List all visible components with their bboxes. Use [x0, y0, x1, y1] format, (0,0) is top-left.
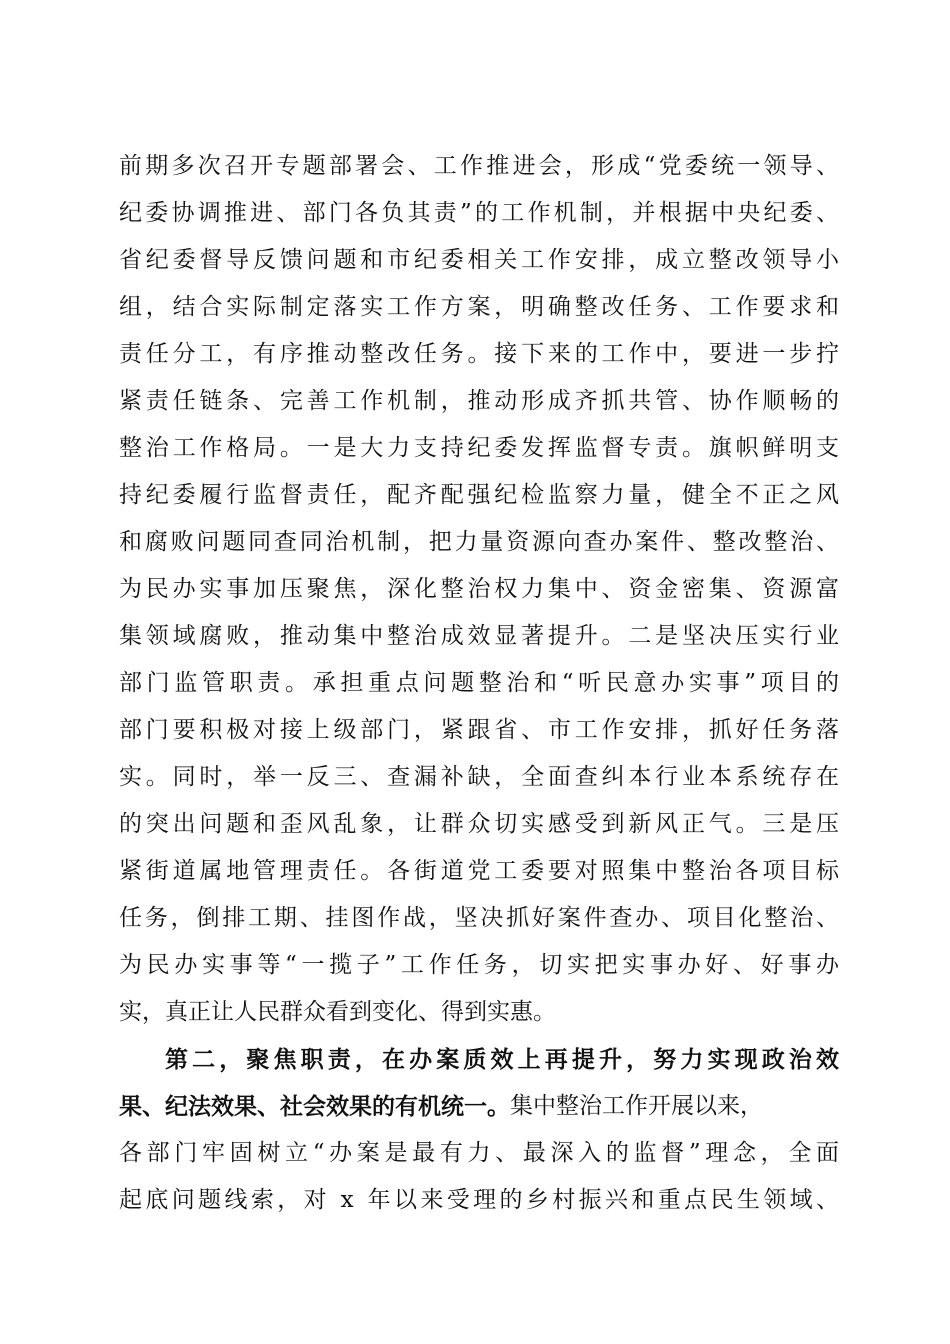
text-line: [119, 848, 843, 895]
text-line: [119, 1177, 843, 1224]
text-line: [119, 472, 843, 519]
line-text: 实。同时，举一反三、查漏补缺，全面查纠本行业本系统存在: [119, 764, 843, 790]
line-text: 紧责任链条、完善工作机制，推动形成齐抓共管、协作顺畅的: [119, 388, 843, 414]
line-text: 部门监管职责。承担重点问题整治和“听民意办实事”项目的: [119, 670, 844, 696]
line-text: 部门要积极对接上级部门，紧跟省、市工作安排，抓好任务落: [119, 717, 843, 743]
text-line: [119, 331, 843, 378]
line-text: 各部门牢固树立“办案是最有力、最深入的监督”理念，全面: [119, 1140, 844, 1166]
line-text: 起底问题线索，对 x 年以来受理的乡村振兴和重点民生领域、: [119, 1187, 843, 1213]
text-line: [119, 1083, 839, 1130]
section-heading-text: 第二，聚焦职责，在办案质效上再提升，努力实现政治效: [165, 1046, 844, 1073]
line-text: 集领域腐败，推动集中整治成效显著提升。二是坚决压实行业: [119, 623, 843, 649]
text-line: [119, 1036, 844, 1083]
line-text: 为民办实事加压聚焦，深化整治权力集中、资金密集、资源富: [119, 576, 843, 602]
text-line: [119, 1130, 844, 1177]
line-text: 和腐败问题同查同治机制，把力量资源向查办案件、整改整治、: [119, 529, 842, 555]
line-text: 组，结合实际制定落实工作方案，明确整改任务、工作要求和: [119, 294, 843, 320]
line-text: 集中整治工作开展以来，: [510, 1093, 763, 1119]
text-line: [119, 284, 843, 331]
line-text: 的突出问题和歪风乱象，让群众切实感受到新风正气。三是压: [119, 811, 843, 837]
section-heading-text: 果、纪法效果、社会效果的有机统一。: [119, 1093, 510, 1120]
text-line: [119, 190, 843, 237]
line-text: 整治工作格局。一是大力支持纪委发挥监督专责。旗帜鲜明支: [119, 435, 843, 461]
text-line: [119, 613, 843, 660]
text-line: [119, 519, 842, 566]
text-line: [119, 942, 844, 989]
text-line: [119, 754, 843, 801]
line-text: 任务，倒排工期、挂图作战，坚决抓好案件查办、项目化整治、: [119, 905, 842, 931]
text-line: [119, 801, 843, 848]
line-text: 责任分工，有序推动整改任务。接下来的工作中，要进一步拧: [119, 341, 843, 367]
line-text: 持纪委履行监督责任，配齐配强纪检监察力量，健全不正之风: [119, 482, 843, 508]
text-line: [119, 989, 839, 1036]
text-line: [119, 143, 843, 190]
text-line: [119, 566, 843, 613]
text-line: [119, 237, 843, 284]
text-line: [119, 895, 842, 942]
text-line: [119, 707, 843, 754]
line-text: 前期多次召开专题部署会、工作推进会，形成“党委统一领导、: [119, 153, 843, 179]
line-text: 紧街道属地管理责任。各街道党工委要对照集中整治各项目标: [119, 858, 843, 884]
text-line: [119, 425, 843, 472]
line-text: 为民办实事等“一揽子”工作任务，切实把实事办好、好事办: [119, 952, 844, 978]
line-text: 实，真正让人民群众看到变化、得到实惠。: [119, 999, 556, 1025]
line-text: 省纪委督导反馈问题和市纪委相关工作安排，成立整改领导小: [119, 247, 843, 273]
line-text: 纪委协调推进、部门各负其责”的工作机制，并根据中央纪委、: [119, 200, 843, 226]
text-line: [119, 378, 843, 425]
text-line: [119, 660, 844, 707]
body-text: [119, 143, 844, 1224]
